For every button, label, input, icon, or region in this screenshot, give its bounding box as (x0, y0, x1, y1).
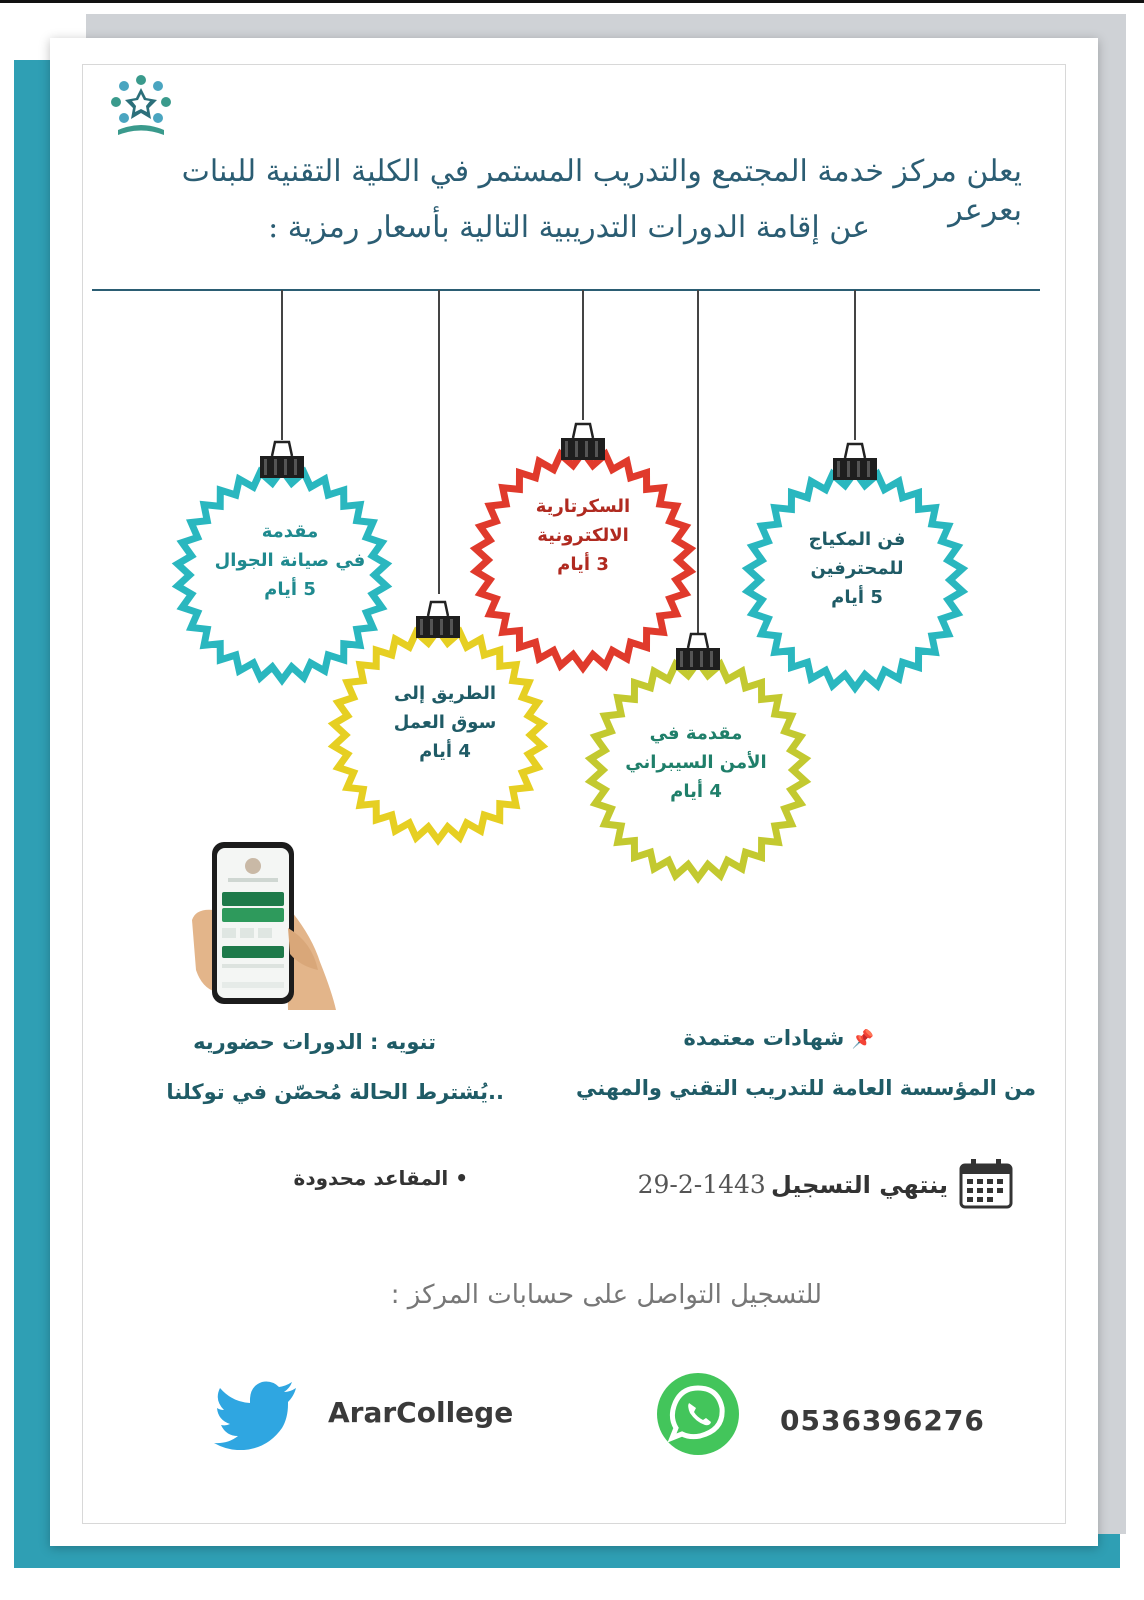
registration-label: ينتهي التسجيل (770, 1171, 948, 1199)
binder-clip-stripe (284, 459, 287, 475)
binder-clip-stripe (450, 619, 453, 635)
seats-limited (168, 1166, 468, 1190)
binder-clip-stripe (595, 441, 598, 457)
course-title-line1: مقدمة (261, 521, 319, 542)
contact-prompt: للتسجيل التواصل على حسابات المركز : (390, 1280, 822, 1310)
binder-clip-stripe (857, 461, 860, 477)
notice-line-2: ..يُشترط الحالة مُحصّن في توكلنا (166, 1080, 504, 1104)
course-card-mobile-maintenance (182, 518, 398, 604)
course-title-line1: مقدمة في (649, 723, 743, 744)
course-card-e-secretarial (476, 493, 690, 579)
binder-clip-stripe (680, 651, 683, 667)
course-title-line2: الأمن السيبراني (625, 751, 767, 773)
course-duration: 3 أيام (557, 553, 609, 575)
binder-clip-handle (688, 634, 708, 648)
binder-clip-stripe (700, 651, 703, 667)
certificates-issuer: من المؤسسة العامة للتدريب التقني والمهني (576, 1076, 1036, 1100)
whatsapp-number[interactable]: 0536396276 (780, 1404, 985, 1437)
course-title-line2: الالكترونية (537, 524, 629, 546)
binder-clip-handle (272, 442, 292, 456)
course-duration: 4 أيام (670, 780, 722, 802)
course-duration: 5 أيام (831, 586, 883, 608)
certificates-heading (514, 1026, 874, 1050)
binder-clip-stripe (565, 441, 568, 457)
twitter-handle[interactable]: ArarCollege (328, 1396, 514, 1429)
binder-clip-handle (845, 444, 865, 458)
certificates-title: شهادات معتمدة (683, 1026, 845, 1050)
binder-clip-stripe (294, 459, 297, 475)
course-title-line1: الطريق إلى (393, 683, 497, 704)
course-title-line1: فن المكياج (808, 529, 906, 550)
binder-clip-stripe (440, 619, 443, 635)
course-card-cybersecurity (590, 720, 802, 806)
binder-clip-stripe (264, 459, 267, 475)
course-title-line1: السكرتارية (535, 496, 631, 517)
binder-clip-stripe (585, 441, 588, 457)
pin-icon: 📌 (851, 1029, 874, 1050)
announcement-line-1: يعلن مركز خدمة المجتمع والتدريب المستمر في الكلية التقنية للبنات بعرعر (181, 154, 1022, 228)
registration-date: 29-2-1443 (637, 1170, 766, 1199)
bullet: • (455, 1166, 468, 1190)
binder-clip-stripe (867, 461, 870, 477)
notice-line-1: تنويه : الدورات حضوريه (193, 1030, 436, 1054)
registration-deadline (568, 1170, 948, 1199)
seats-text: المقاعد محدودة (293, 1166, 449, 1190)
binder-clip-stripe (274, 459, 277, 475)
binder-clip-stripe (710, 651, 713, 667)
phone-in-hand-illustration (192, 842, 342, 1010)
course-duration: 4 أيام (419, 740, 471, 762)
twitter-bird-icon[interactable] (214, 1380, 298, 1450)
binder-clip-stripe (420, 619, 423, 635)
whatsapp-icon[interactable] (656, 1372, 740, 1456)
announcement-line-2: عن إقامة الدورات التدريبية التالية بأسعار رمزية : (268, 210, 870, 245)
binder-clip-handle (428, 602, 448, 616)
course-card-job-market (340, 680, 550, 766)
binder-clip-stripe (837, 461, 840, 477)
binder-clip-stripe (847, 461, 850, 477)
binder-clip-handle (573, 424, 593, 438)
course-duration: 5 أيام (264, 578, 316, 600)
binder-clip-stripe (690, 651, 693, 667)
course-card-makeup (752, 526, 962, 612)
calendar-icon (958, 1158, 1014, 1210)
binder-clip-stripe (430, 619, 433, 635)
course-title-line2: في صيانة الجوال (214, 549, 366, 571)
course-title-line2: للمحترفين (810, 557, 904, 579)
binder-clip-stripe (575, 441, 578, 457)
course-title-line2: سوق العمل (393, 711, 497, 733)
